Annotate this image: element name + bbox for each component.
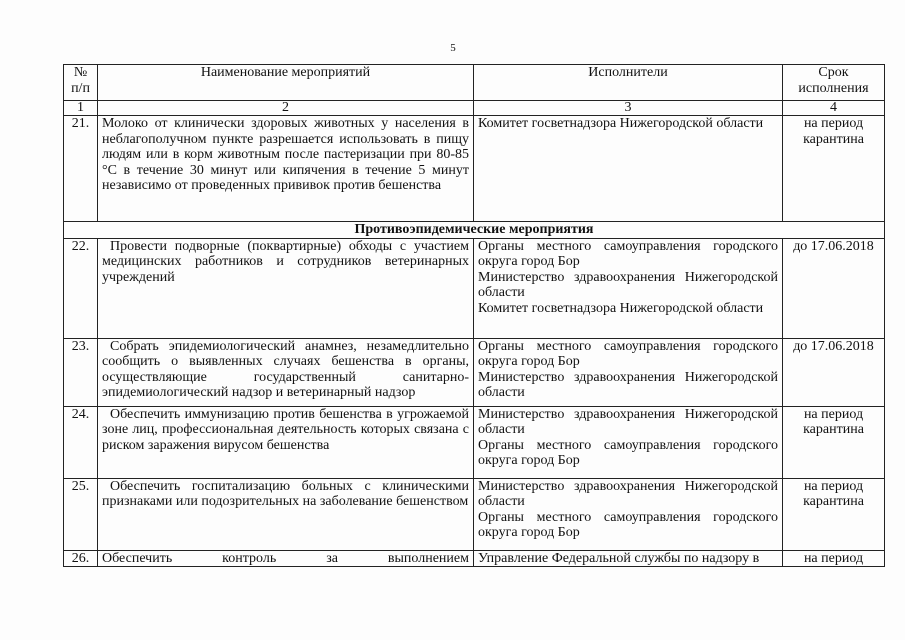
row-term: на период карантина bbox=[783, 478, 885, 550]
row-name: Обеспечить госпитализацию больных с клиническими признаками или подозрительных на заболевание бешенством bbox=[98, 478, 474, 550]
row-num: 22. bbox=[64, 238, 98, 338]
row-term: до 17.06.2018 bbox=[783, 338, 885, 406]
row-executors bbox=[474, 238, 783, 338]
header-name: Наименование мероприятий bbox=[98, 65, 474, 101]
executor: Министерство здравоохранения Нижегородской области bbox=[478, 478, 778, 510]
row-name: Провести подворные (поквартирные) обходы с участием медицинских работников и сотрудников ветеринарных учреждений bbox=[98, 238, 474, 338]
row-term: на период карантина bbox=[783, 406, 885, 478]
row-term: на период карантина bbox=[783, 116, 885, 222]
executor: Органы местного самоуправления городского округа город Бор bbox=[478, 238, 778, 270]
row-num: 26. bbox=[64, 550, 98, 567]
executor: Комитет госветнадзора Нижегородской области bbox=[478, 300, 764, 316]
header-executors: Исполнители bbox=[474, 65, 783, 101]
column-index-cell: 2 bbox=[98, 101, 474, 116]
row-num: 21. bbox=[64, 116, 98, 222]
row-num: 25. bbox=[64, 478, 98, 550]
row-name-text: Обеспечить контроль за выполнением bbox=[102, 550, 469, 566]
measures-table bbox=[63, 64, 885, 567]
column-index-cell: 4 bbox=[783, 101, 885, 116]
row-executors bbox=[474, 550, 783, 567]
row-executors bbox=[474, 338, 783, 406]
executor: Управление Федеральной службы по надзору в bbox=[478, 550, 760, 566]
section-title: Противоэпидемические мероприятия bbox=[64, 222, 885, 239]
column-index-cell: 3 bbox=[474, 101, 783, 116]
executor: Комитет госветнадзора Нижегородской области bbox=[478, 116, 764, 131]
row-executors bbox=[474, 406, 783, 478]
table-header-row bbox=[64, 65, 885, 101]
executor: Министерство здравоохранения Нижегородской области bbox=[478, 369, 778, 401]
row-term: до 17.06.2018 bbox=[783, 238, 885, 338]
row-name: Собрать эпидемиологический анамнез, незамедлительно сообщить о выявленных случаях бешенства в органы, осуществляющие государственный санитарно-эпидемиологический надзор и ветеринарный надзор bbox=[98, 338, 474, 406]
row-num: 24. bbox=[64, 406, 98, 478]
executor: Министерство здравоохранения Нижегородской области bbox=[478, 406, 778, 438]
table-row bbox=[64, 406, 885, 478]
table-row bbox=[64, 116, 885, 222]
header-term: Срок исполнения bbox=[783, 65, 885, 101]
column-index-cell: 1 bbox=[64, 101, 98, 116]
header-num: № п/п bbox=[64, 65, 98, 101]
executor: Органы местного самоуправления городского округа город Бор bbox=[478, 437, 778, 469]
executor: Органы местного самоуправления городского округа город Бор bbox=[478, 338, 778, 370]
row-executors bbox=[474, 478, 783, 550]
table-row bbox=[64, 338, 885, 406]
table-row bbox=[64, 478, 885, 550]
table-row bbox=[64, 238, 885, 338]
executor: Министерство здравоохранения Нижегородской области bbox=[478, 269, 778, 301]
page-number: 5 bbox=[450, 42, 456, 54]
table-row bbox=[64, 550, 885, 567]
row-name: Обеспечить иммунизацию против бешенства в угрожаемой зоне лиц, профессиональная деятельность которых связана с риском заражения вирусом бешенства bbox=[98, 406, 474, 478]
row-executors bbox=[474, 116, 783, 222]
row-name: Молоко от клинически здоровых животных у населения в неблагополучном пункте разрешается использовать в пищу людям или в корм животным после пастеризации при 80-85 °С в течение 30 минут или кипячения в течение 5 минут независимо от проведенных прививок против бешенства bbox=[98, 116, 474, 222]
row-name bbox=[98, 550, 474, 567]
section-row bbox=[64, 222, 885, 239]
row-term: на период bbox=[783, 550, 885, 567]
executor: Органы местного самоуправления городского округа город Бор bbox=[478, 509, 778, 541]
row-num: 23. bbox=[64, 338, 98, 406]
column-index-row bbox=[64, 101, 885, 116]
